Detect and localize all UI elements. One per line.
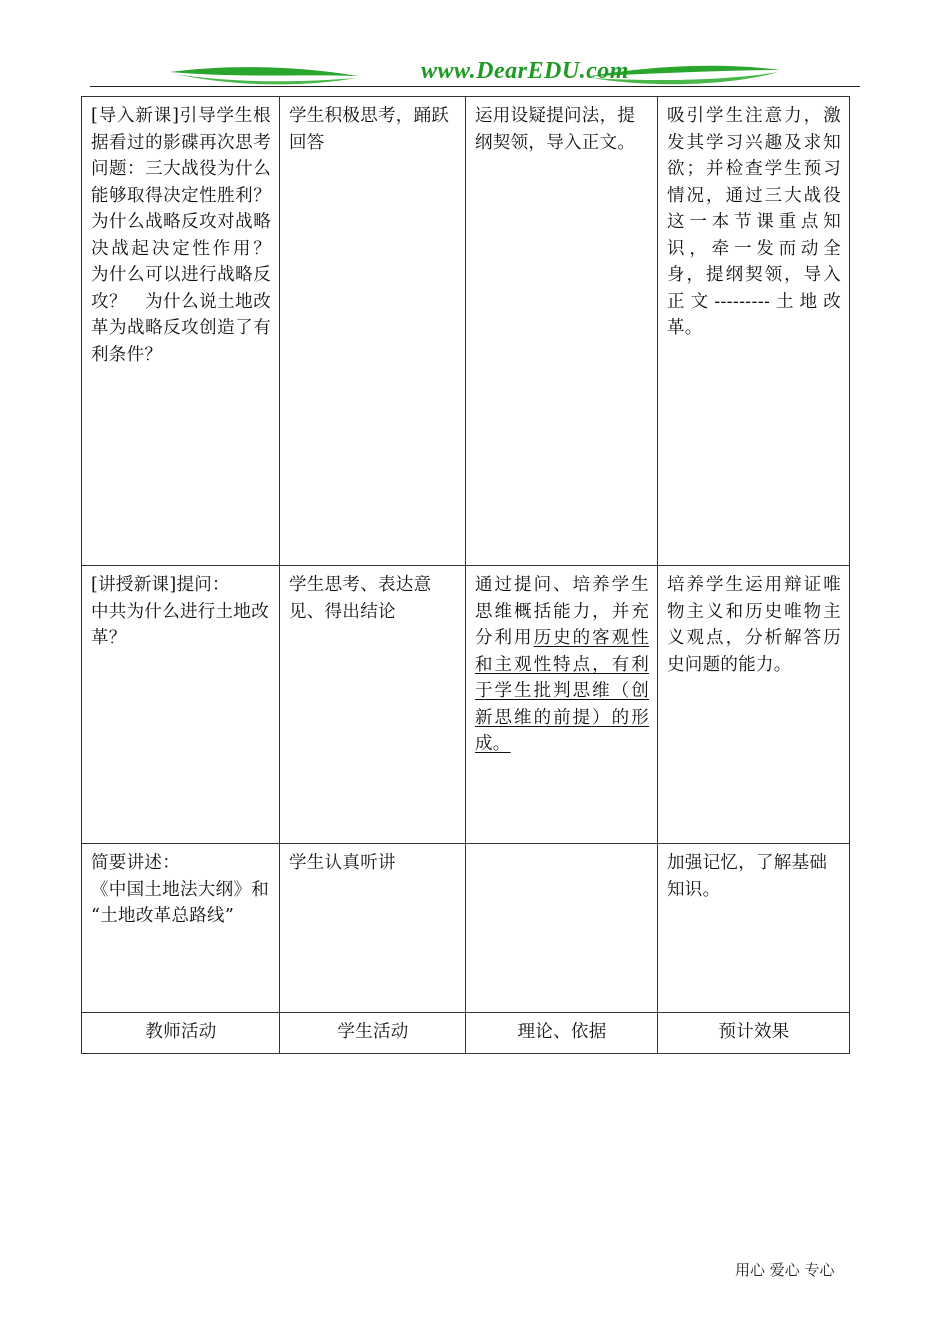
table-row [82,844,850,1013]
effect-cell [658,844,850,1013]
teacher-activity-cell [82,566,280,844]
theory-text-underlined: 历史的客观性和主观性特点，有利于学生批判思维（创新思维的前提）的形成。 [475,628,649,754]
student-activity-cell [280,566,466,844]
teacher-activity-cell [82,97,289,566]
theory-cell [466,97,658,566]
site-logo-text[interactable]: www.DearEDU.com [421,58,629,84]
student-activity-text: 学生认真听讲 [289,853,396,873]
effect-text: 加强记忆，了解基础知识。 [667,853,828,900]
header-divider [90,86,860,87]
page-footer-motto: 用心 爱心 专心 [735,1261,835,1279]
effect-text: 吸引学生注意力，激发其学习兴趣及求知欲；并检查学生预习情况，通过三大战役这一本节课重点知识，牵一发而动全身，提纲契领，导入正文---------土地改革。 [667,106,841,338]
lesson-plan-table [81,96,850,1054]
theory-text [475,572,649,758]
effect-cell [658,566,850,844]
teacher-activity-heading: 简要讲述： [91,853,180,873]
student-activity-cell [280,97,466,566]
theory-cell [466,844,658,1013]
table-row [82,566,850,844]
label-student-activity: 学生活动 [280,1013,466,1054]
theory-text: 运用设疑提问法，提纲契领，导入正文。 [475,106,636,153]
theory-text-plain: 通过提问、培养学生思维概括能力，并充分利用 [475,575,649,648]
theory-cell [466,566,658,844]
student-activity-text: 学生思考、表达意见、得出结论 [289,575,432,622]
effect-cell [658,97,850,566]
label-teacher-activity: 教师活动 [82,1013,280,1054]
teacher-activity-text: 《中国土地法大纲》和 [91,879,269,900]
teacher-activity-text: “土地改革总路线” [91,906,235,926]
teacher-activity-heading: [讲授新课]提问： [91,575,230,595]
label-theory: 理论、依据 [466,1013,658,1054]
teacher-activity-cell [82,844,280,1013]
teacher-activity-text: 中共为什么进行土地改革？ [91,601,269,648]
label-expected-effect: 预计效果 [658,1013,850,1054]
student-activity-text: 学生积极思考，踊跃回答 [289,106,450,153]
table-row [82,97,850,566]
column-label-row [82,1013,850,1054]
teacher-activity-text: [导入新课]引导学生根据看过的影碟再次思考问题：三大战役为什么能够取得决定性胜利？ 为什么战略反攻对战略决战起决定性作用？ 为什么可以进行战略反攻？ 为什么说土地改革为战略反攻创造了有利条件？ [91,106,289,365]
student-activity-cell [280,844,466,1013]
effect-text: 培养学生运用辩证唯物主义和历史唯物主义观点，分析解答历史问题的能力。 [667,575,841,675]
